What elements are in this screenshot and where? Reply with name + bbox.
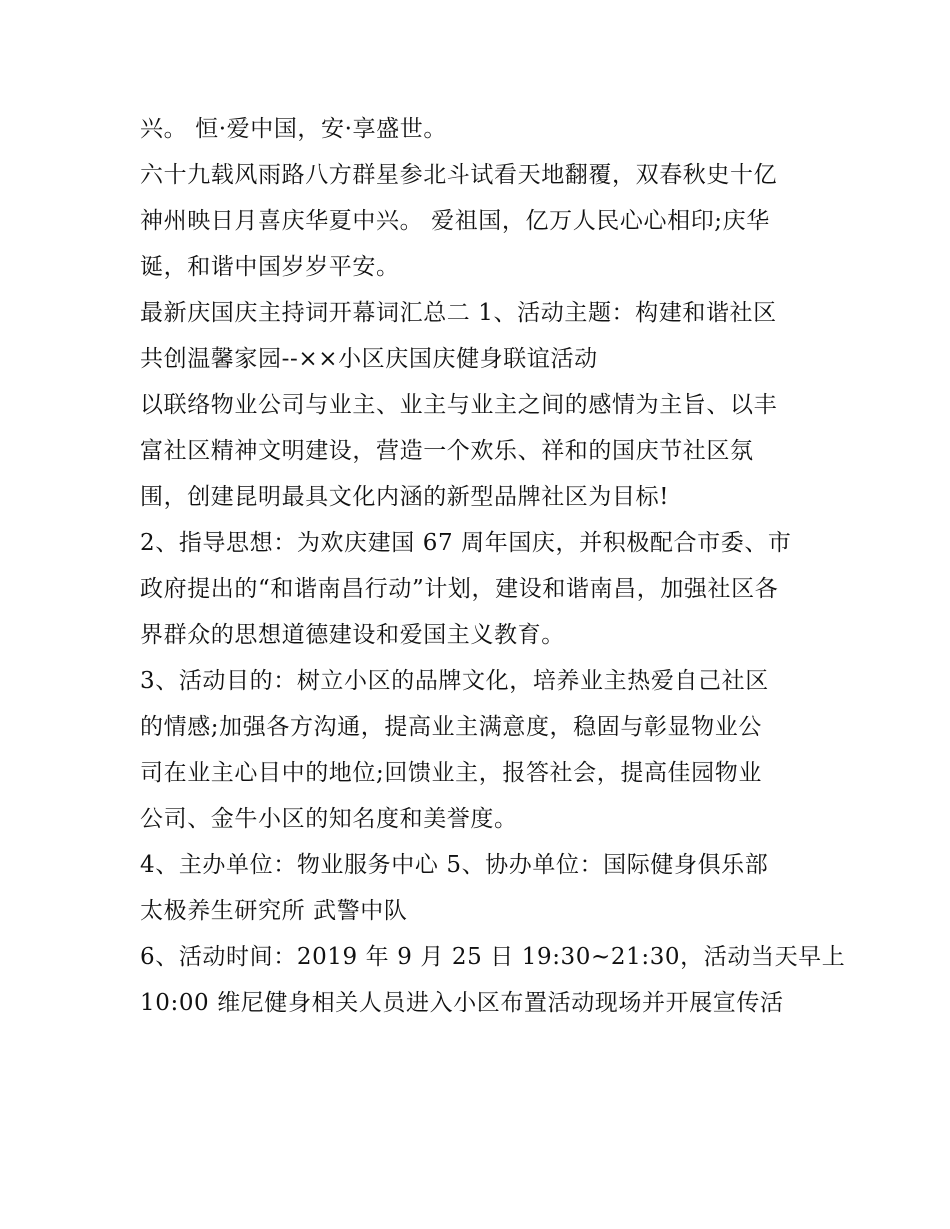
text-line: 诞，和谐中国岁岁平安。 [140,254,400,280]
body-text [140,106,846,1026]
text-line: 3、活动目的：树立小区的品牌文化，培养业主热爱自己社区 [140,668,769,694]
text-line: 10:00 维尼健身相关人员进入小区布置活动现场并开展宣传活 [140,990,784,1016]
text-line: 公司、金牛小区的知名度和美誉度。 [140,806,518,832]
text-line: 政府提出的“和谐南昌行动”计划，建设和谐南昌，加强社区各 [140,576,779,602]
text-line: 4、主办单位：物业服务中心 5、协办单位：国际健身俱乐部 [140,852,769,878]
text-line: 最新庆国庆主持词开幕词汇总二 1、活动主题：构建和谐社区 [140,300,777,326]
text-line: 以联络物业公司与业主、业主与业主之间的感情为主旨、以丰 [140,392,778,418]
text-line: 2、指导思想：为欢庆建国 67 周年国庆，并积极配合市委、市 [140,530,792,556]
text-line: 司在业主心目中的地位;回馈业主，报答社会，提高佳园物业 [140,760,762,786]
text-line: 界群众的思想道德建设和爱国主义教育。 [140,622,565,648]
text-line: 6、活动时间：2019 年 9 月 25 日 19:30~21:30，活动当天早上 [140,944,846,970]
text-line: 神州映日月喜庆华夏中兴。 爱祖国，亿万人民心心相印;庆华 [140,208,770,234]
text-line: 太极养生研究所 武警中队 [140,898,408,924]
text-line: 共创温馨家园--××小区庆国庆健身联谊活动 [140,346,598,372]
text-line: 兴。 恒·爱中国，安·享盛世。 [140,116,447,142]
text-line: 六十九载风雨路八方群星参北斗试看天地翻覆，双春秋史十亿 [140,162,778,188]
text-line: 的情感;加强各方沟通，提高业主满意度，稳固与彰显物业公 [140,714,762,740]
text-line: 围，创建昆明最具文化内涵的新型品牌社区为目标! [140,484,670,510]
text-line: 富社区精神文明建设，营造一个欢乐、祥和的国庆节社区氛 [140,438,754,464]
